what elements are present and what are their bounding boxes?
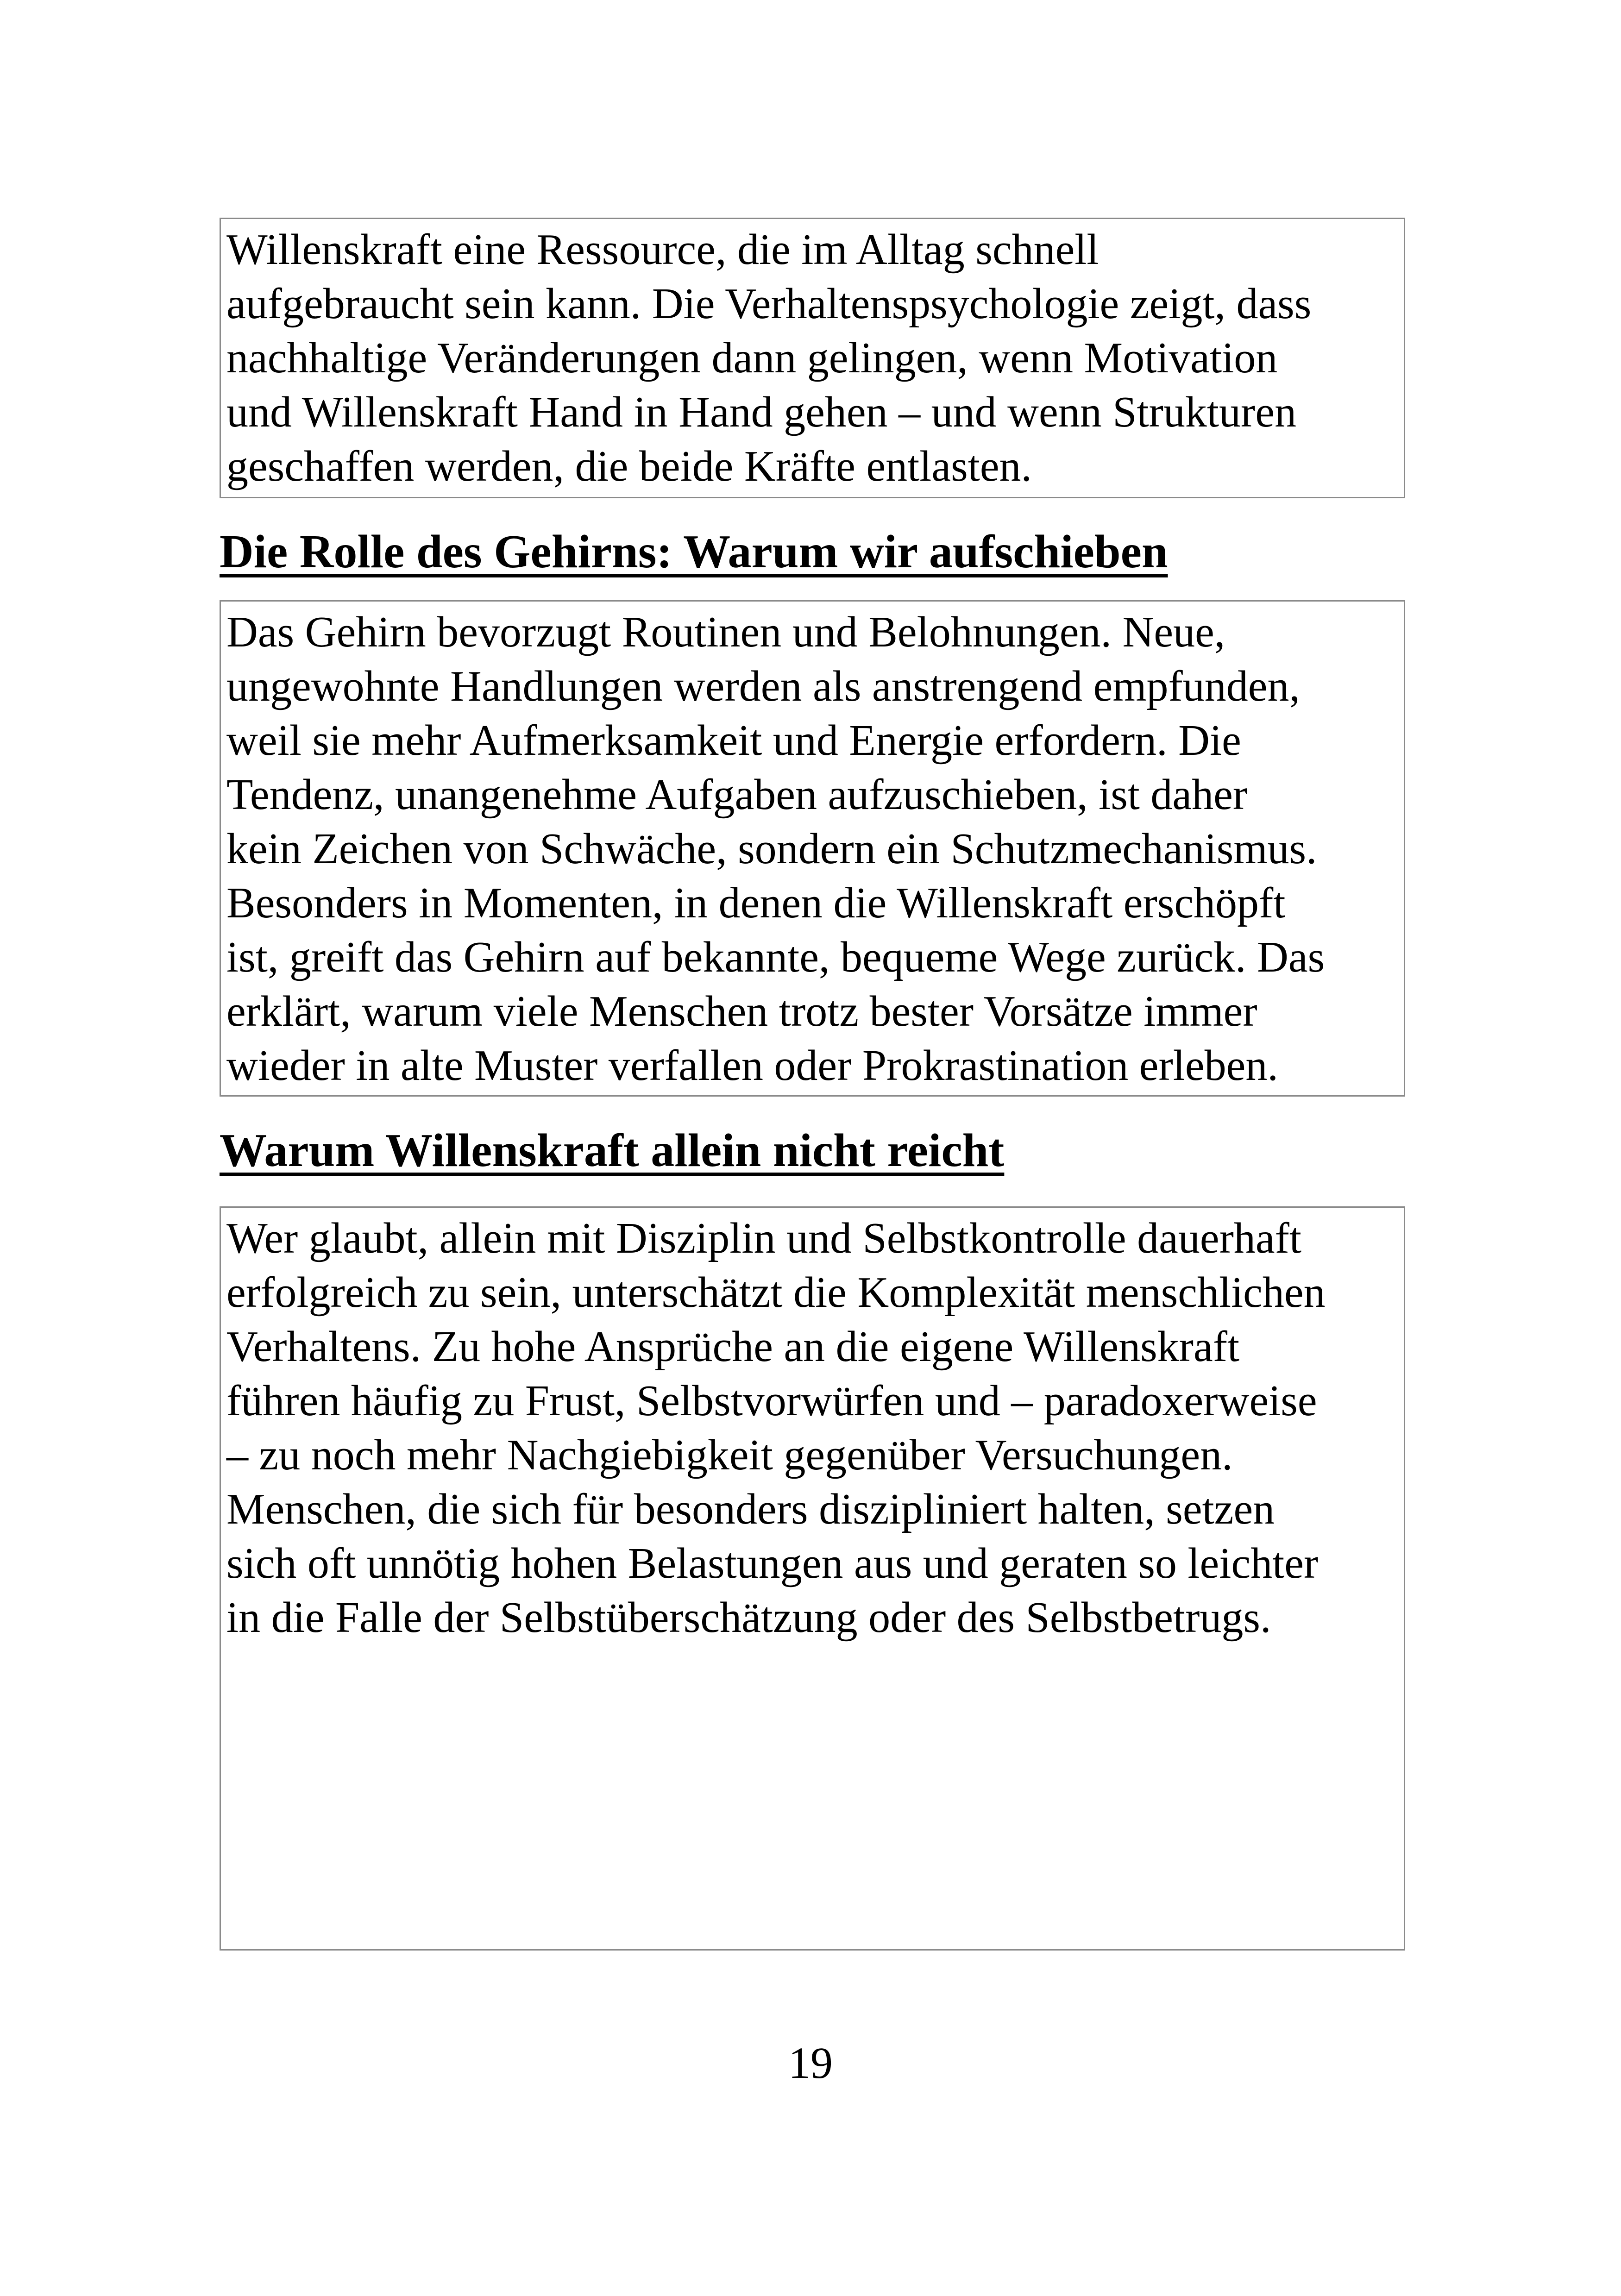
text-line: Menschen, die sich für besonders diszipliniert halten, setzen [226,1485,1275,1533]
text-line: Das Gehirn bevorzugt Routinen und Belohnungen. Neue, [226,608,1225,656]
text-line: ist, greift das Gehirn auf bekannte, bequeme Wege zurück. Das [226,933,1325,981]
text-line: kein Zeichen von Schwäche, sondern ein Schutzmechanismus. [226,825,1317,873]
text-line: – zu noch mehr Nachgiebigkeit gegenüber Versuchungen. [226,1431,1233,1479]
page-number: 19 [788,2038,833,2088]
text-box-willpower [220,1206,1405,1951]
text-line: Besonders in Momenten, in denen die Willenskraft erschöpft [226,879,1286,927]
text-line: weil sie mehr Aufmerksamkeit und Energie erfordern. Die [226,716,1241,765]
text-line: Wer glaubt, allein mit Disziplin und Selbstkontrolle dauerhaft [226,1214,1302,1262]
text-line: Verhaltens. Zu hohe Ansprüche an die eigene Willenskraft [226,1323,1240,1371]
text-line: aufgebraucht sein kann. Die Verhaltenspsychologie zeigt, dass [226,280,1312,328]
text-line: ungewohnte Handlungen werden als anstrengend empfunden, [226,662,1300,710]
text-line: in die Falle der Selbstüberschätzung oder des Selbstbetrugs. [226,1593,1271,1642]
text-line: Tendenz, unangenehme Aufgaben aufzuschieben, ist daher [226,771,1248,819]
text-box-brain-role [220,600,1405,1097]
text-line: erfolgreich zu sein, unterschätzt die Komplexität menschlichen [226,1268,1326,1317]
text-line: erklärt, warum viele Menschen trotz bester Vorsätze immer [226,987,1257,1035]
text-line: und Willenskraft Hand in Hand gehen – und wenn Strukturen [226,388,1297,436]
text-box-intro [220,218,1405,498]
section-heading: Die Rolle des Gehirns: Warum wir aufschieben [220,526,1168,578]
text-line: nachhaltige Veränderungen dann gelingen, wenn Motivation [226,334,1278,382]
text-line: wieder in alte Muster verfallen oder Prokrastination erleben. [226,1041,1278,1090]
text-line: geschaffen werden, die beide Kräfte entlasten. [226,442,1032,490]
text-line: Willenskraft eine Ressource, die im Alltag schnell [226,226,1099,274]
text-line: führen häufig zu Frust, Selbstvorwürfen und – paradoxerweise [226,1377,1317,1425]
section-heading: Warum Willenskraft allein nicht reicht [220,1124,1005,1177]
text-line: sich oft unnötig hohen Belastungen aus und geraten so leichter [226,1539,1319,1587]
